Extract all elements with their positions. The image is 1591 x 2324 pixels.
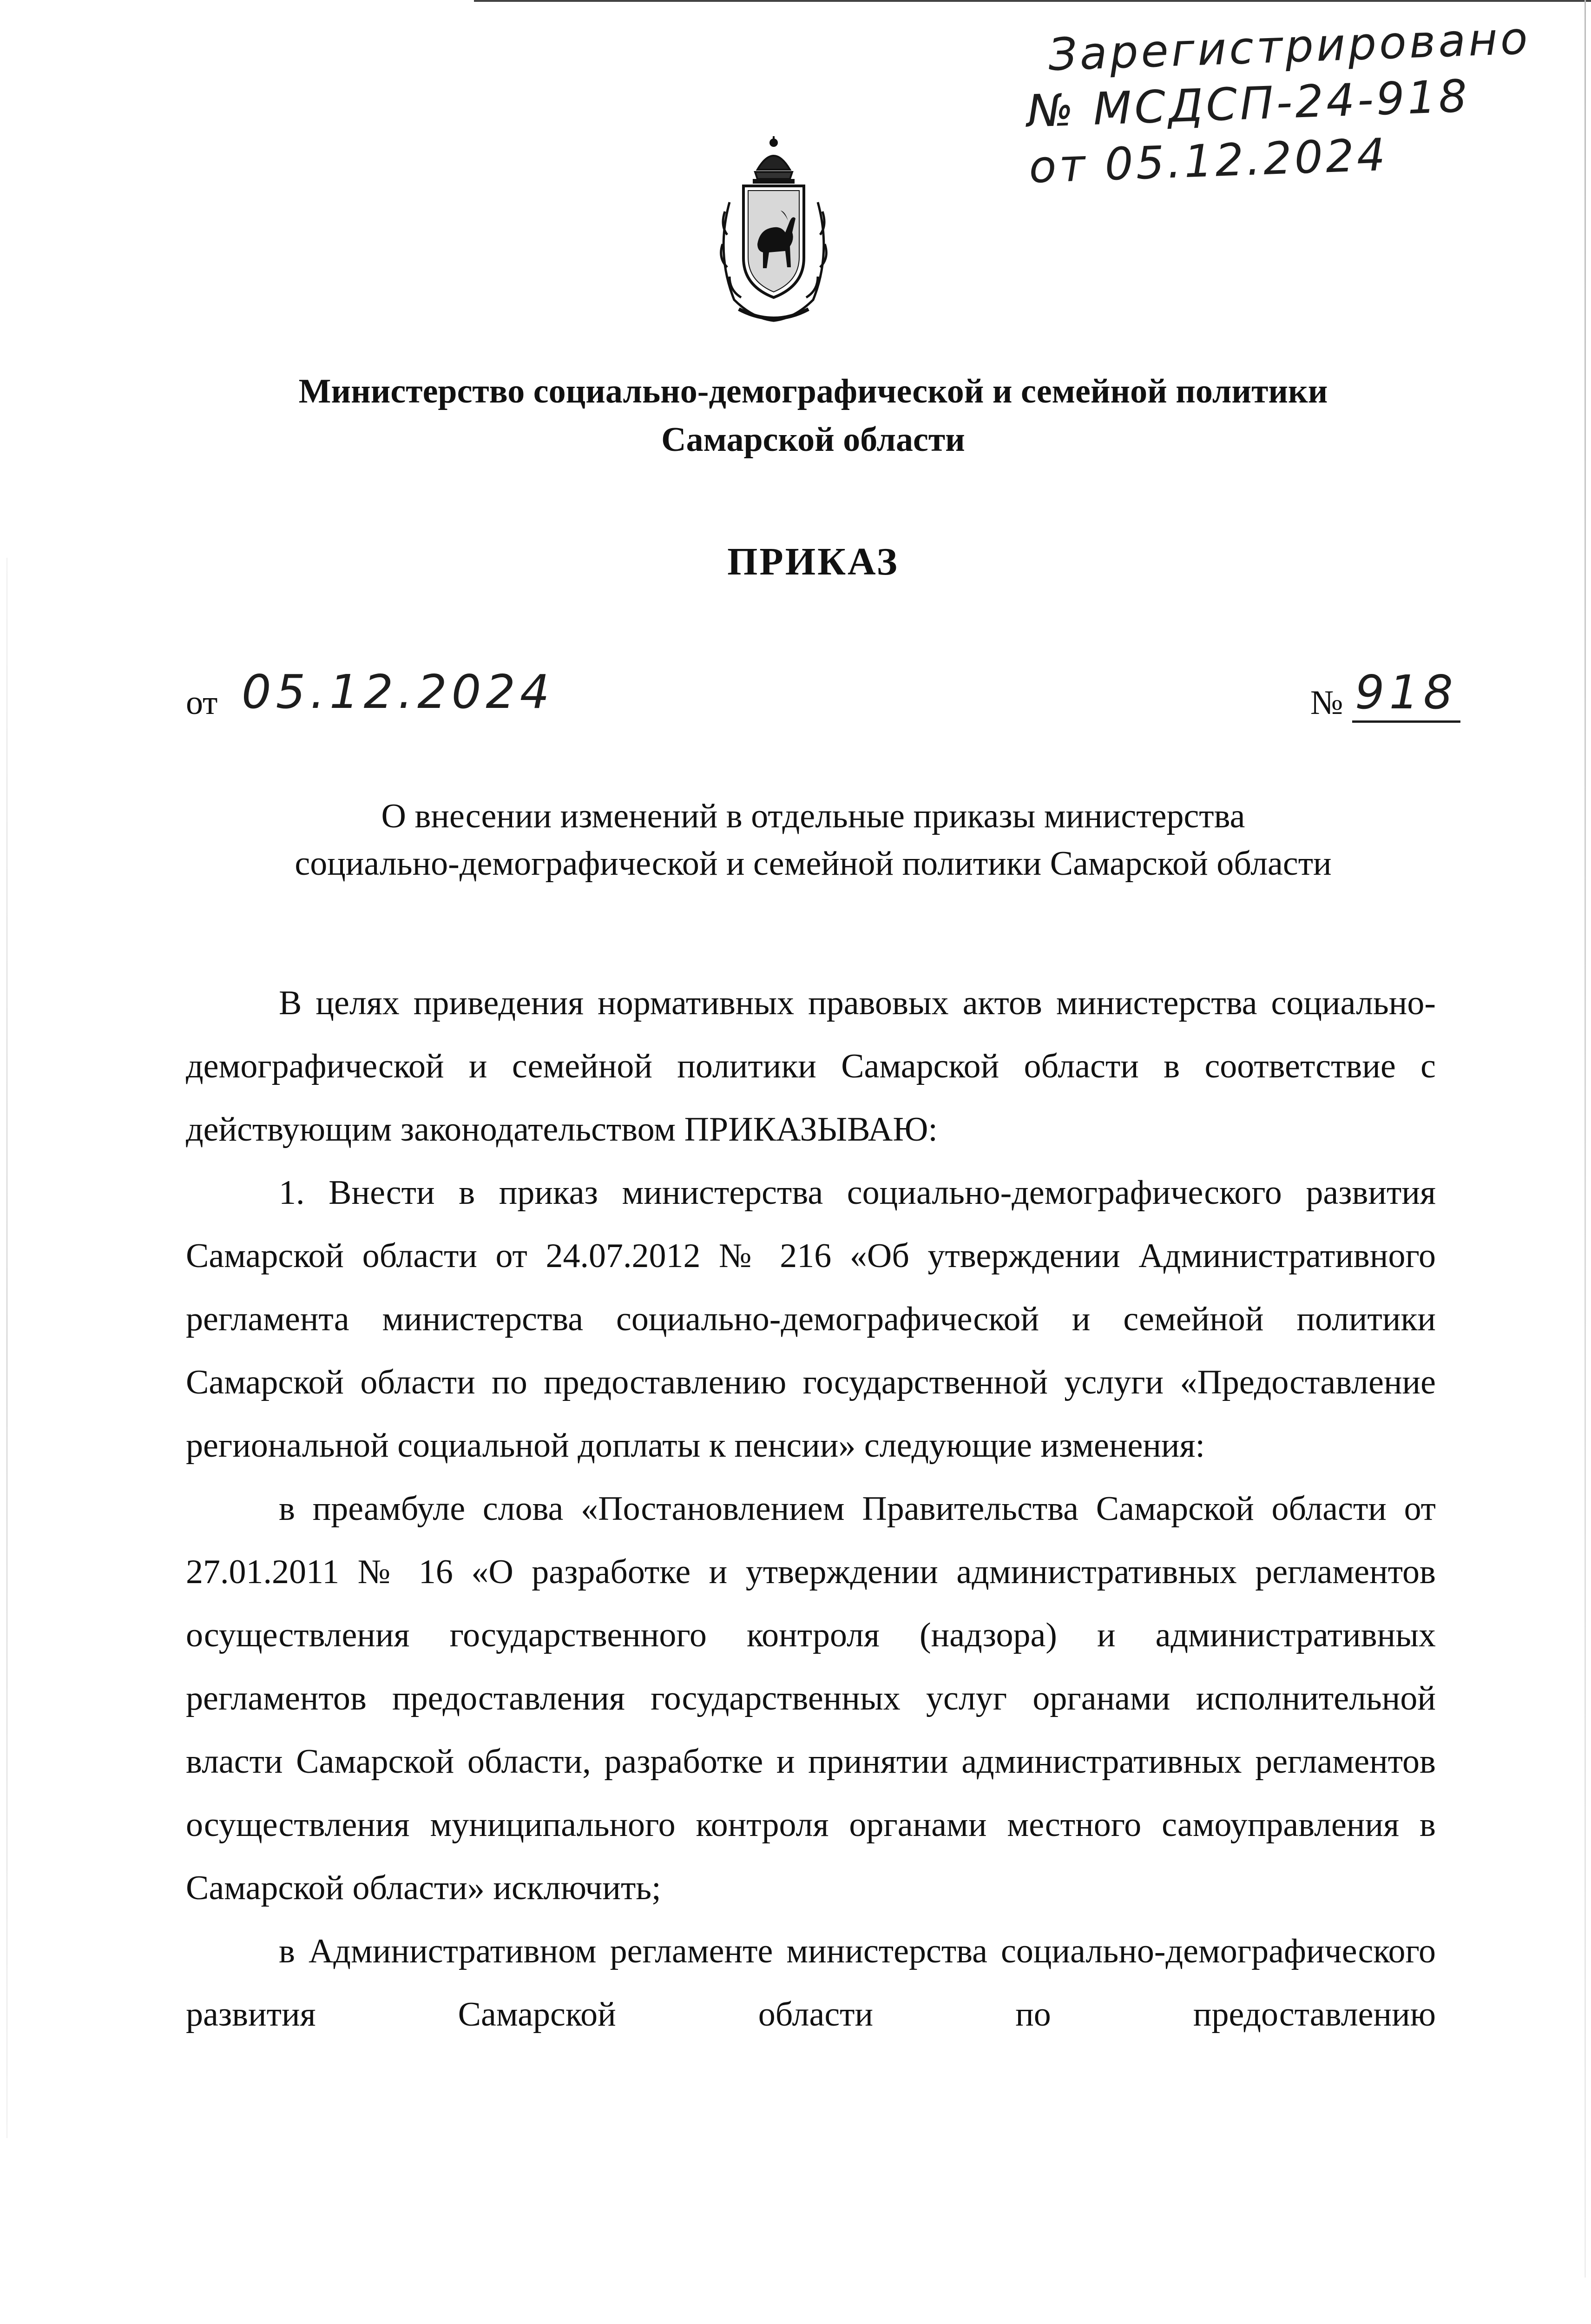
ministry-name-line1: Министерство социально-демографической и семейной политики: [298, 372, 1328, 410]
ministry-name: [186, 367, 1440, 464]
order-body: [186, 971, 1436, 2046]
scan-edge-top: [474, 0, 1591, 2]
paragraph-item-1: 1. Внести в приказ министерства социально-демографического развития Самарской области от 24.07.2012 № 216 «Об утверждении Административного регламента министерства социально-демографической и семейной политики Самарской области по предоставлению государственной услуги «Предоставление региональной социальной доплаты к пенсии» следующие изменения:: [186, 1174, 1436, 1465]
registration-note-line2: № МСДСП-24-918: [1026, 70, 1471, 138]
date-label: от: [186, 684, 218, 722]
number-label: №: [1310, 684, 1343, 722]
registration-note: [1019, 9, 1559, 195]
order-subject: [186, 792, 1440, 887]
scan-edge-right: [1584, 0, 1586, 2278]
order-subject-line2: социально-демографической и семейной политики Самарской области: [295, 845, 1332, 883]
paragraph-preamble-change: в преамбуле слова «Постановлением Правительства Самарской области от 27.01.2011 № 16 «О разработке и утверждении административных регламентов осуществления государственного контроля (надзора) и административных регламентов предоставления государственных услуг органами исполнительной власти Самарской области, разработке и принятии административных регламентов осуществления муниципального контроля органами местного самоуправления в Самарской области» исключить;: [186, 1490, 1436, 1907]
registration-note-line1: Зарегистрировано: [1047, 12, 1532, 81]
ministry-name-line2: Самарской области: [661, 421, 965, 459]
order-number-value: 918: [1352, 665, 1460, 723]
paragraph-regulation-change: в Административном регламенте министерства социально-демографического развития Самарской области по предоставлению: [186, 1932, 1436, 2034]
order-title: ПРИКАЗ: [727, 540, 899, 583]
registration-note-line3: от 05.12.2024: [1028, 128, 1389, 193]
paragraph-preamble: В целях приведения нормативных правовых актов министерства социально-демографической и семейной политики Самарской области в соответствие с действующим законодательством ПРИКАЗЫВАЮ:: [186, 984, 1436, 1149]
order-subject-line1: О внесении изменений в отдельные приказы министерства: [381, 797, 1245, 835]
order-date-value: 05.12.2024: [242, 665, 554, 719]
samara-coat-of-arms-icon: [711, 132, 836, 328]
order-date-number-line: [186, 665, 1458, 725]
